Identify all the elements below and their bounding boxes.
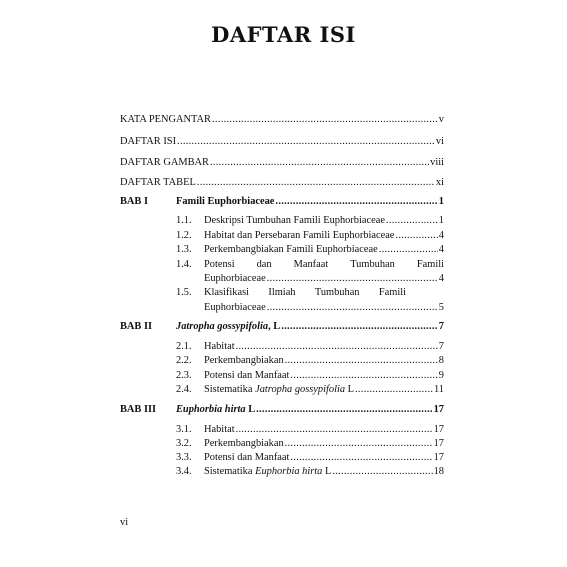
section-title [204, 384, 354, 396]
leader-dots [267, 273, 438, 285]
section-title: Deskripsi Tumbuhan Famili Euphorbiaceae [204, 215, 385, 226]
section-title: Perkembangbiakan [204, 355, 284, 366]
leader-dots [281, 321, 438, 333]
section-number: 2.4. [176, 384, 192, 395]
section-title: Euphorbiaceae [204, 302, 266, 313]
leader-dots [332, 466, 432, 478]
page-number: vi [120, 517, 129, 528]
section-title: Perkembangbiakan [204, 438, 284, 449]
section-title [204, 466, 331, 478]
leader-dots [386, 215, 438, 227]
leader-dots [236, 341, 438, 353]
toc-section-2-3[interactable] [204, 370, 444, 382]
section-page: 1 [438, 215, 444, 226]
toc-entry-label: KATA PENGANTAR [120, 114, 211, 125]
leader-dots [236, 424, 433, 436]
section-number: 3.3. [176, 452, 192, 463]
chapter-title [176, 321, 280, 333]
leader-dots [285, 355, 438, 367]
section-title: Euphorbiaceae [204, 273, 266, 284]
chapter-title-italic: Euphorbia hirta [176, 404, 246, 415]
toc-entry-page: vi [435, 136, 444, 147]
toc-entry-kata-pengantar[interactable] [120, 114, 444, 126]
toc-section-1-4-line2[interactable] [204, 273, 444, 285]
section-page: 4 [438, 273, 444, 284]
toc-section-3-1[interactable] [204, 424, 444, 436]
toc-section-2-4[interactable] [204, 384, 444, 396]
leader-dots [197, 177, 435, 189]
section-title-italic: Euphorbia hirta [255, 466, 323, 477]
toc-section-1-3[interactable] [204, 244, 444, 256]
section-number: 2.1. [176, 341, 192, 352]
leader-dots [285, 438, 433, 450]
leader-dots [290, 370, 437, 382]
section-word: Manfaat [293, 259, 329, 270]
section-word: Klasifikasi [204, 287, 250, 298]
toc-section-1-1[interactable] [204, 215, 444, 227]
toc-entry-daftar-tabel[interactable] [120, 177, 444, 189]
section-title-italic: Jatropha gossypifolia [255, 384, 346, 395]
section-page: 11 [433, 384, 444, 395]
chapter-title-rest: , L [268, 321, 281, 332]
toc-section-1-2[interactable] [204, 230, 444, 242]
chapter-page: 17 [433, 404, 444, 415]
chapter-page: 1 [438, 196, 444, 207]
toc-section-2-1[interactable] [204, 341, 444, 353]
toc-chapter-1[interactable] [176, 196, 444, 208]
section-word: Famili [378, 287, 406, 298]
toc-chapter-3[interactable] [176, 404, 444, 416]
section-number: 3.1. [176, 424, 192, 435]
section-title-post: L [345, 384, 355, 395]
section-title-post: L [322, 466, 332, 477]
section-page: 18 [433, 466, 444, 477]
section-word: Tumbuhan [350, 259, 395, 270]
chapter-label: BAB II [120, 321, 153, 332]
section-page: 17 [433, 452, 444, 463]
section-number: 2.3. [176, 370, 192, 381]
toc-section-3-4[interactable] [204, 466, 444, 478]
section-page: 17 [433, 438, 444, 449]
section-number: 2.2. [176, 355, 192, 366]
toc-section-1-5-line2[interactable] [204, 302, 444, 314]
section-page: 9 [438, 370, 444, 381]
section-number: 1.1. [176, 215, 192, 226]
section-title: Potensi dan Manfaat [204, 452, 290, 463]
section-page: 5 [438, 302, 444, 313]
toc-section-3-3[interactable] [204, 452, 444, 464]
section-word: dan [256, 259, 272, 270]
leader-dots [177, 136, 435, 148]
section-title: Perkembangbiakan Famili Euphorbiaceae [204, 244, 378, 255]
toc-entry-daftar-isi[interactable] [120, 136, 444, 148]
leader-dots [395, 230, 437, 242]
section-page: 8 [438, 355, 444, 366]
toc-chapter-2[interactable] [176, 321, 444, 333]
section-title-pre: Sistematika [204, 466, 256, 477]
section-title-pre: Sistematika [204, 384, 256, 395]
section-word: Tumbuhan [314, 287, 360, 298]
toc-entry-daftar-gambar[interactable] [120, 157, 444, 169]
leader-dots [290, 452, 432, 464]
toc-entry-page: viii [430, 157, 444, 168]
leader-dots [355, 384, 433, 396]
section-title: Potensi dan Manfaat [204, 370, 290, 381]
section-title: Habitat [204, 341, 235, 352]
section-number: 1.5. [176, 287, 192, 298]
leader-dots [210, 157, 429, 169]
section-number: 1.4. [176, 259, 192, 270]
chapter-page: 7 [438, 321, 444, 332]
section-number: 1.3. [176, 244, 192, 255]
section-word: Potensi [204, 259, 235, 270]
toc-section-3-2[interactable] [204, 438, 444, 450]
section-word: Famili [416, 259, 444, 270]
chapter-label: BAB III [120, 404, 157, 415]
toc-section-1-5-line1[interactable] [204, 287, 406, 299]
section-page: 17 [433, 424, 444, 435]
section-number: 3.2. [176, 438, 192, 449]
leader-dots [267, 302, 438, 314]
section-page: 4 [438, 244, 444, 255]
leader-dots [212, 114, 438, 126]
toc-section-2-2[interactable] [204, 355, 444, 367]
section-title: Habitat [204, 424, 235, 435]
chapter-title-italic: Jatropha gossypifolia [176, 321, 269, 332]
toc-entry-label: DAFTAR TABEL [120, 177, 196, 188]
toc-entry-label: DAFTAR GAMBAR [120, 157, 209, 168]
toc-section-1-4-line1[interactable] [204, 259, 444, 271]
section-title: Habitat dan Persebaran Famili Euphorbiaceae [204, 230, 395, 241]
leader-dots [256, 404, 432, 416]
section-word: Ilmiah [268, 287, 296, 298]
chapter-title [176, 404, 255, 416]
page-title: DAFTAR ISI [211, 22, 356, 47]
chapter-title: Famili Euphorbiaceae [176, 196, 275, 207]
chapter-label: BAB I [120, 196, 149, 207]
chapter-title-rest: L [245, 404, 256, 415]
section-number: 3.4. [176, 466, 192, 477]
toc-entry-label: DAFTAR ISI [120, 136, 177, 147]
section-number: 1.2. [176, 230, 192, 241]
section-page: 4 [438, 230, 444, 241]
leader-dots [275, 196, 437, 208]
toc-entry-page: v [438, 114, 444, 125]
toc-entry-page: xi [435, 177, 444, 188]
leader-dots [379, 244, 438, 256]
section-page: 7 [438, 341, 444, 352]
